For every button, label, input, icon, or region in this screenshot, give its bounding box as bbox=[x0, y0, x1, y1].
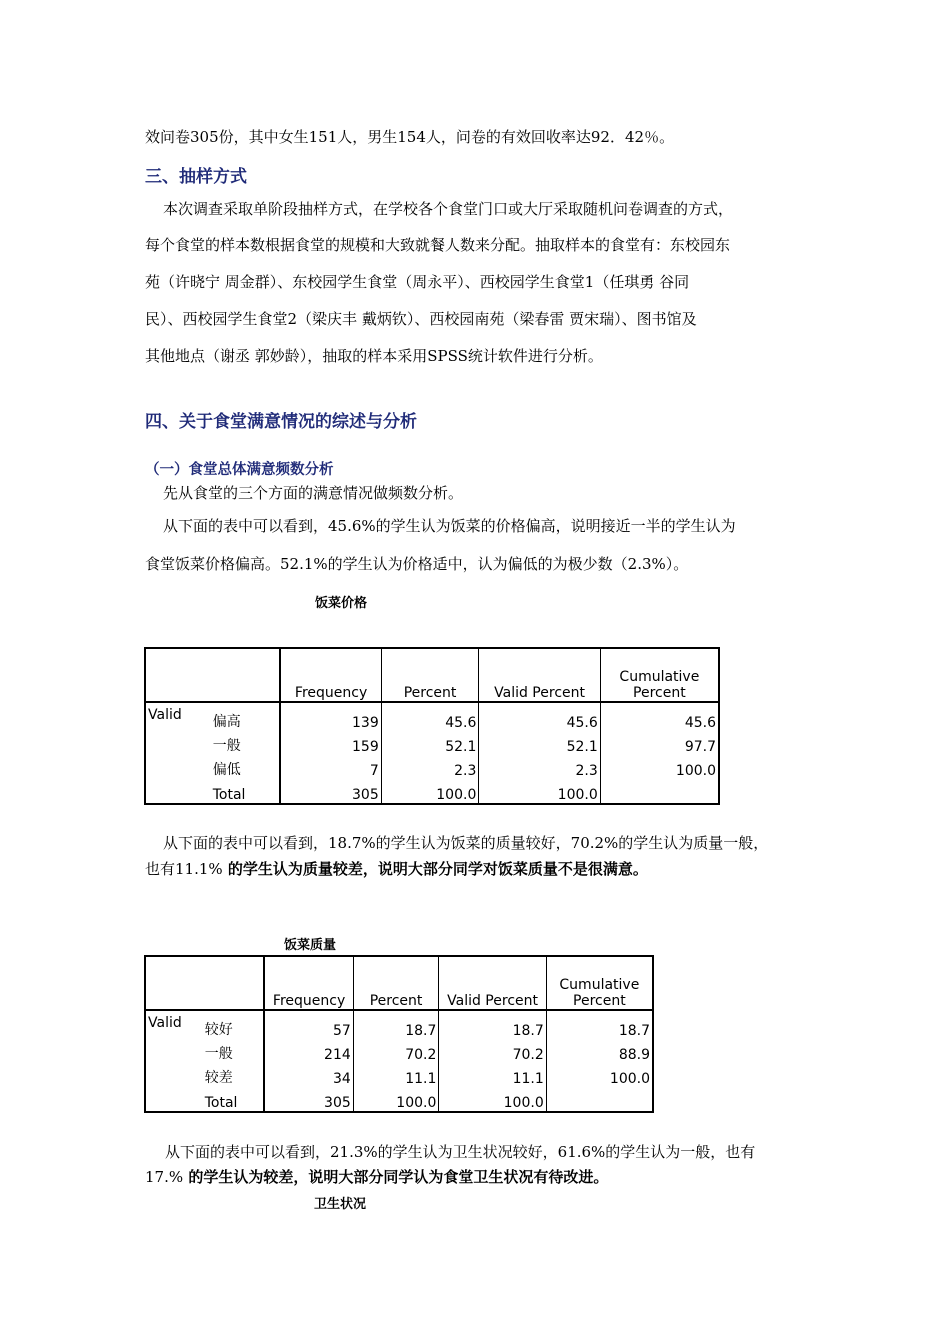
section3-line-5: 其他地点（谢丞 郭妙龄），抽取的样本采用SPSS统计软件进行分析。 bbox=[145, 347, 603, 365]
cell-valid-percent: 52.1 bbox=[479, 731, 600, 755]
header-frequency: Frequency bbox=[264, 956, 353, 1010]
cell-cumulative-percent bbox=[600, 779, 719, 804]
spacer bbox=[145, 779, 211, 804]
spacer bbox=[145, 755, 211, 779]
cell-valid-percent: 2.3 bbox=[479, 755, 600, 779]
spacer bbox=[145, 1063, 203, 1087]
spacer bbox=[145, 1039, 203, 1063]
cell-percent: 18.7 bbox=[353, 1010, 439, 1039]
section3-heading: 三、抽样方式 bbox=[145, 167, 247, 187]
cell-valid-percent: 100.0 bbox=[479, 779, 600, 804]
row-label: 偏高 bbox=[211, 702, 281, 731]
header-percent: Percent bbox=[353, 956, 439, 1010]
hygiene-line-2 bbox=[145, 1167, 810, 1187]
cell-valid-percent: 100.0 bbox=[439, 1087, 546, 1112]
cell-frequency: 139 bbox=[280, 702, 381, 731]
valid-label: Valid bbox=[145, 1010, 203, 1039]
cell-valid-percent: 11.1 bbox=[439, 1063, 546, 1087]
spacer bbox=[145, 1087, 203, 1112]
cell-frequency: 7 bbox=[280, 755, 381, 779]
cell-frequency: 34 bbox=[264, 1063, 353, 1087]
section4-line-3: 食堂饭菜价格偏高。52.1%的学生认为价格适中，认为偏低的为极少数（2.3%）。 bbox=[145, 555, 689, 573]
cell-percent: 45.6 bbox=[381, 702, 479, 731]
cell-frequency: 57 bbox=[264, 1010, 353, 1039]
table-quality-title: 饭菜质量 bbox=[284, 938, 337, 953]
cell-valid-percent: 18.7 bbox=[439, 1010, 546, 1039]
row-label: 较好 bbox=[203, 1010, 265, 1039]
cell-percent: 2.3 bbox=[381, 755, 479, 779]
header-valid-percent: Valid Percent bbox=[479, 648, 600, 702]
cell-frequency: 305 bbox=[280, 779, 381, 804]
quality-line-2b: 的学生认为质量较差，说明大部分同学对饭菜质量不是很满意。 bbox=[222, 860, 648, 878]
quality-line-2a: 也有11.1% bbox=[145, 860, 223, 878]
section4-line-2: 从下面的表中可以看到，45.6%的学生认为饭菜的价格偏高，说明接近一半的学生认为 bbox=[163, 517, 736, 535]
header-cumulative-percent: Cumulative Percent bbox=[546, 956, 653, 1010]
cell-frequency: 214 bbox=[264, 1039, 353, 1063]
row-label: 较差 bbox=[204, 1070, 233, 1086]
cell-percent: 52.1 bbox=[381, 731, 479, 755]
section4-sub1-heading: （一）食堂总体满意频数分析 bbox=[145, 462, 334, 478]
valid-label: Valid bbox=[145, 702, 211, 731]
row-label: Total bbox=[211, 779, 281, 804]
cell-cumulative-percent: 100.0 bbox=[600, 755, 719, 779]
hygiene-line-1: 从下面的表中可以看到，21.3%的学生认为卫生状况较好，61.6%的学生认为一般，也有 bbox=[165, 1143, 756, 1161]
cell-cumulative-percent: 100.0 bbox=[546, 1063, 653, 1087]
header-percent: Percent bbox=[381, 648, 479, 702]
cell-cumulative-percent: 88.9 bbox=[546, 1039, 653, 1063]
cell-percent: 100.0 bbox=[353, 1087, 439, 1112]
header-cumulative-percent: Cumulative Percent bbox=[600, 648, 719, 702]
cell-frequency: 159 bbox=[280, 731, 381, 755]
header-blank bbox=[211, 648, 281, 702]
hygiene-line-2b: 的学生认为较差，说明大部分同学认为食堂卫生状况有待改进。 bbox=[183, 1168, 609, 1186]
header-blank bbox=[203, 956, 265, 1010]
section4-heading: 四、关于食堂满意情况的综述与分析 bbox=[145, 412, 417, 432]
row-label: Total bbox=[203, 1087, 265, 1112]
cell-cumulative-percent: 18.7 bbox=[546, 1010, 653, 1039]
hygiene-line-2a: 17.% bbox=[145, 1168, 184, 1186]
quality-line-1: 从下面的表中可以看到，18.7%的学生认为饭菜的质量较好，70.2%的学生认为质量一般， bbox=[163, 834, 769, 852]
section3-line-4: 民）、西校园学生食堂2（梁庆丰 戴炳钦）、西校园南苑（梁春雷 贾宋瑞）、图书馆及 bbox=[145, 310, 697, 328]
cell-percent: 11.1 bbox=[353, 1063, 439, 1087]
row-label: 偏低 bbox=[212, 762, 241, 778]
header-blank bbox=[145, 648, 211, 702]
header-frequency: Frequency bbox=[280, 648, 381, 702]
section4-line-1: 先从食堂的三个方面的满意情况做频数分析。 bbox=[163, 484, 464, 502]
header-valid-percent: Valid Percent bbox=[439, 956, 546, 1010]
section3-line-3: 苑（许晓宁 周金群）、东校园学生食堂（周永平）、西校园学生食堂1（任琪勇 谷同 bbox=[145, 273, 690, 291]
cell-valid-percent: 45.6 bbox=[479, 702, 600, 731]
row-label: 一般 bbox=[204, 1046, 233, 1062]
spacer bbox=[145, 731, 211, 755]
table-quality bbox=[144, 955, 654, 1113]
quality-line-2 bbox=[145, 859, 810, 879]
cell-valid-percent: 70.2 bbox=[439, 1039, 546, 1063]
cell-percent: 100.0 bbox=[381, 779, 479, 804]
cell-cumulative-percent: 45.6 bbox=[600, 702, 719, 731]
table-hygiene-title: 卫生状况 bbox=[314, 1197, 367, 1212]
cell-cumulative-percent: 97.7 bbox=[600, 731, 719, 755]
section3-line-1: 本次调查采取单阶段抽样方式，在学校各个食堂门口或大厅采取随机问卷调查的方式， bbox=[163, 200, 734, 218]
intro-line: 效问卷305份，其中女生151人，男生154人，问卷的有效回收率达92．42％。 bbox=[145, 128, 675, 146]
section3-line-2: 每个食堂的样本数根据食堂的规模和大致就餐人数来分配。抽取样本的食堂有：东校园东 bbox=[145, 236, 731, 254]
cell-cumulative-percent bbox=[546, 1087, 653, 1112]
header-blank bbox=[145, 956, 203, 1010]
cell-percent: 70.2 bbox=[353, 1039, 439, 1063]
row-label: 一般 bbox=[212, 738, 241, 754]
table-price-title: 饭菜价格 bbox=[315, 596, 368, 611]
cell-frequency: 305 bbox=[264, 1087, 353, 1112]
table-price bbox=[144, 647, 720, 805]
